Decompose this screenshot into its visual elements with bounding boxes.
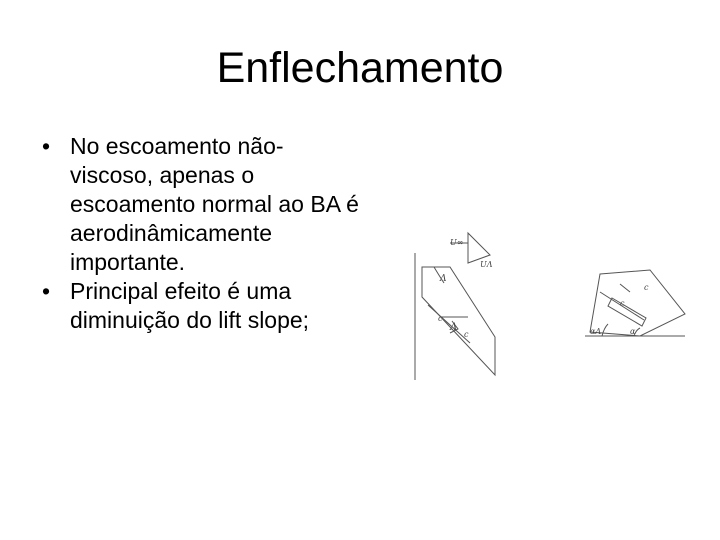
bullet-item (42, 277, 362, 335)
bullet-text: Principal efeito é uma diminuição do lift slope; (70, 278, 310, 333)
bullet-marker: • (42, 278, 51, 304)
slide-title: Enflechamento (216, 44, 504, 92)
wing-strip (422, 267, 495, 375)
velocity-triangle (468, 233, 490, 263)
chord-label: c (464, 330, 469, 339)
freestream-velocity-label: U∞ (450, 238, 464, 247)
outer-frame (590, 270, 685, 336)
bullet-item (42, 132, 362, 277)
normal-velocity-label: UΛ (480, 260, 493, 269)
alpha-label: α (630, 327, 636, 336)
sweep-angle-label-2: Λ (450, 322, 458, 333)
sweep-angle-label: Λ (440, 274, 447, 284)
section-sketch (560, 262, 690, 346)
chord-normal-label: c (438, 314, 443, 323)
chord-normal-label: c (620, 299, 625, 308)
bullet-list (42, 132, 362, 335)
swept-wing-sketch (410, 225, 525, 383)
chord-label: c (644, 283, 649, 292)
alpha-sweep-label: αΛ (590, 327, 602, 336)
bullet-marker: • (42, 133, 51, 159)
bullet-text: No escoamento não-viscoso, apenas o escoamento normal ao BA é aerodinâmicamente importante. (70, 133, 359, 275)
